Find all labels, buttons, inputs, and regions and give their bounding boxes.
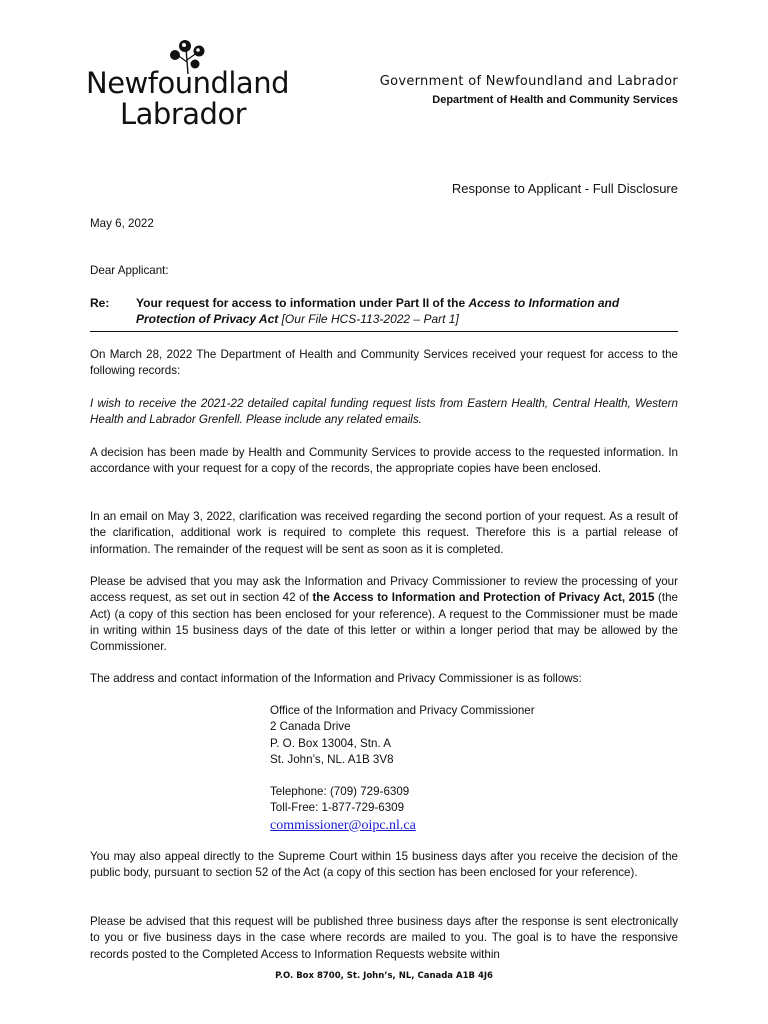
letter-date: May 6, 2022 (90, 217, 154, 230)
salutation: Dear Applicant: (90, 264, 169, 277)
department-name: Department of Health and Community Services (432, 94, 678, 106)
re-act-name: Access to Information and Protection of Privacy Act (136, 296, 620, 326)
review-text-b: (the Act) (a copy of this section has been enclosed for your reference). A request to the Commissioner must be made in writing within 15 business days of the date of this letter or within a longer period that may be allowed by the Commissioner. (90, 591, 679, 654)
address-street: 2 Canada Drive (270, 720, 351, 734)
paragraph-supreme-court: You may also appeal directly to the Supreme Court within 15 business days after you receive the decision of the public body, pursuant to section 52 of the Act (a copy of this section has been enclosed for your reference). (90, 850, 678, 880)
re-text-plain: Your request for access to information under Part II of the (136, 296, 469, 310)
nl-logo (86, 38, 289, 138)
address-telephone: Telephone: (709) 729-6309 (270, 785, 410, 799)
logo-line2: Labrador (120, 97, 247, 131)
paragraph-clarification: In an email on May 3, 2022, clarification was received regarding the second portion of your request. As a result of the clarification, additional work is required to complete this request. Therefore this is a partial release of information. The remainder of the request will be sent as soon as it is completed. (90, 510, 678, 556)
address-city: St. John’s, NL. A1B 3V8 (270, 752, 394, 766)
paragraph-review-rights (90, 574, 678, 655)
review-act-name: the Access to Information and Protection of Privacy Act, 2015 (312, 591, 655, 605)
paragraph-contact-intro: The address and contact information of the Information and Privacy Commissioner is as follows: (90, 672, 582, 685)
paragraph-request-received: On March 28, 2022 The Department of Health and Community Services received your request for access to the following records: (90, 348, 678, 378)
government-name: Government of Newfoundland and Labrador (379, 74, 678, 89)
commissioner-address (270, 703, 535, 834)
review-text-a: Please be advised that you may ask the Information and Privacy Commissioner to review the processing of your access request, as set out in section 42 of (90, 575, 678, 605)
commissioner-email-link[interactable]: commissioner@oipc.nl.ca (270, 817, 416, 833)
paragraph-publication: Please be advised that this request will be published three business days after the response is sent electronically to you or five business days in the case where records are mailed to you. The goal is to have the responsive records posted to the Completed Access to Information Requests website within (90, 915, 678, 961)
address-po-box: P. O. Box 13004, Stn. A (270, 736, 391, 750)
re-text (136, 295, 676, 327)
re-file-ref: [Our File HCS-113-2022 – Part 1] (278, 312, 459, 326)
footer-address: P.O. Box 8700, St. John’s, NL, Canada A1B 4J6 (275, 971, 493, 981)
address-spacer (270, 768, 535, 784)
re-label: Re: (90, 296, 110, 310)
paragraph-decision: A decision has been made by Health and Community Services to provide access to the requested information. In accordance with your request for a copy of the records, the appropriate copies have been enclosed. (90, 446, 678, 476)
response-title: Response to Applicant - Full Disclosure (451, 181, 678, 196)
logo-line1: Newfoundland (86, 66, 289, 100)
letterhead (380, 74, 678, 106)
paragraph-request-quote: I wish to receive the 2021-22 detailed capital funding request lists from Eastern Health, Central Health, Western Health and Labrador Grenfell. Please include any related emails. (90, 397, 678, 427)
address-toll-free: Toll-Free: 1-877-729-6309 (270, 801, 405, 815)
divider (90, 331, 678, 332)
address-office: Office of the Information and Privacy Commissioner (270, 704, 535, 717)
logo-wordmark (86, 68, 289, 130)
